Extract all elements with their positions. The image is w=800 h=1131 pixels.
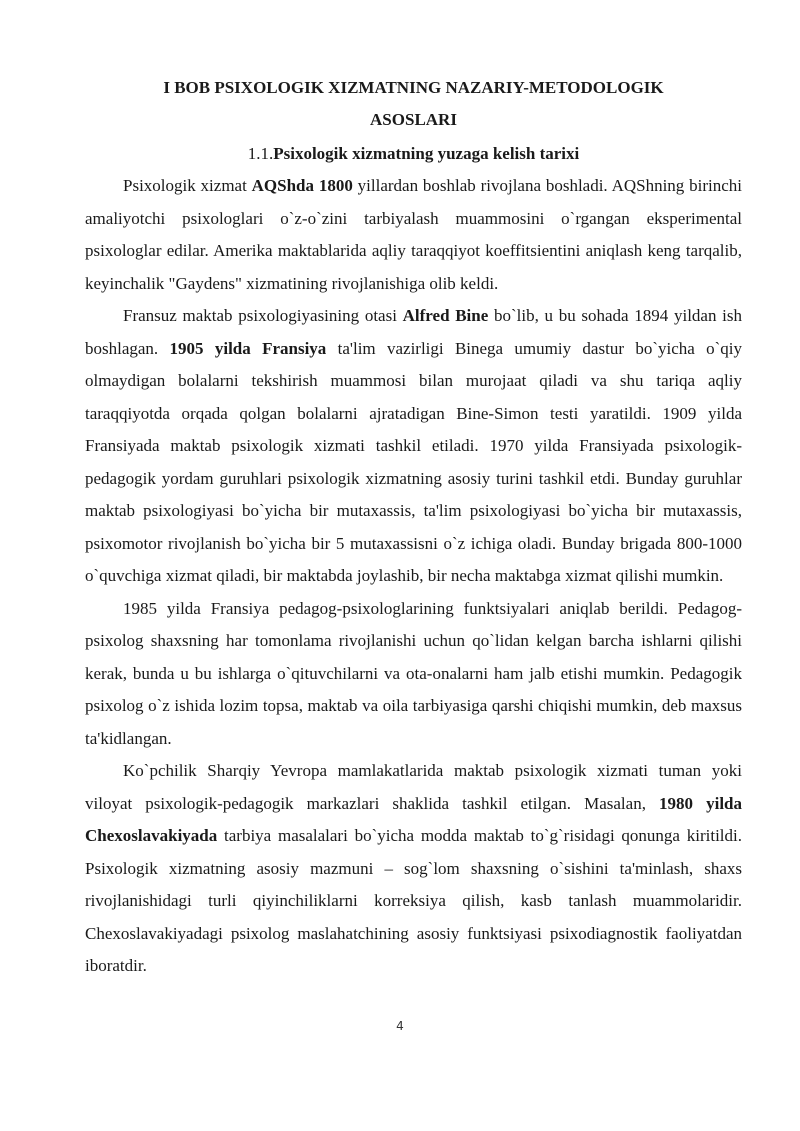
section-title: Psixologik xizmatning yuzaga kelish tarixi	[273, 144, 580, 163]
paragraph-2-bold-name: Alfred Bine	[402, 306, 489, 325]
paragraph-2-text-a: Fransuz maktab psixologiyasining otasi	[123, 306, 403, 325]
paragraph-4-text-b: tarbiya masalalari bo`yicha modda maktab to`g`risidagi qonunga kiritildi. Psixologik xizmatning asosiy mazmuni – sog`lom shaxsning o`sishini ta'minlash, shaxs rivojlanishidagi turli qiyinchiliklarni korreksiya qilish, kasb tanlash muammolaridir. Chexoslavakiyadagi psixolog maslahatchining asosiy funktsiyasi psixodiagnostik faoliyatdan iboratdir.	[85, 826, 742, 975]
paragraph-2	[85, 300, 742, 593]
paragraph-1-text-a: Psixologik xizmat	[123, 176, 252, 195]
paragraph-2-bold-date: 1905 yilda Fransiya	[169, 338, 327, 358]
chapter-title	[85, 72, 742, 136]
paragraph-2-text-b: bo`lib, u bu sohada 1894 yildan ish boshlagan.	[85, 306, 742, 358]
paragraph-4-bold: 1980 yilda Chexoslavakiyada	[85, 793, 743, 845]
chapter-title-line-1: I BOB PSIXOLOGIK XIZMATNING NAZARIY-METODOLOGIK	[163, 78, 664, 97]
section-number: 1.1.	[247, 144, 274, 163]
section-heading	[85, 138, 742, 170]
paragraph-2-text-c: ta'lim vazirligi Binega umumiy dastur bo`yicha o`qiy olmaydigan bolalarni tekshirish muammosi bilan murojaat qiladi va shu tariqa aqliy taraqqiyotda orqada qolgan bolalarni ajratadigan Bine-Simon testi yaratildi. 1909 yilda Fransiyada maktab psixologik xizmati tashkil etiladi. 1970 yilda Fransiyada psixologik-pedagogik yordam guruhlari psixologik xizmatning asosiy turini tashkil etdi. Bunday guruhlar maktab psixologiyasi bo`yicha bir mutaxassis, ta'lim psixologiyasi bo`yicha bir mutaxassis, psixomotor rivojlanish bo`yicha bir 5 mutaxassisni o`z ichiga oladi. Bunday brigada 800-1000 o`quvchiga xizmat qiladi, bir maktabda joylashib, bir necha maktabga xizmat qilishi mumkin.	[85, 338, 743, 585]
paragraph-3-text: 1985 yilda Fransiya pedagog-psixologlarining funktsiyalari aniqlab berildi. Pedagog-psixolog shaxsning har tomonlama rivojlanishi uchun qo`lidan kelgan barcha ishlarni qilishi kerak, bunda u bu ishlarga o`qituvchilarni va ota-onalarni ham jalb etishi mumkin. Pedagogik psixolog o`z ishida lozim topsa, maktab va oila tarbiyasiga qarshi chiqishi mumkin, deb maxsus ta'kidlangan.	[85, 598, 742, 748]
chapter-title-line-2: ASOSLARI	[370, 110, 457, 129]
paragraph-1-bold: AQShda 1800	[251, 176, 353, 195]
document-page	[85, 72, 742, 983]
paragraph-3	[85, 593, 742, 756]
paragraph-1-text-b: yillardan boshlab rivojlana boshladi. AQShning birinchi amaliyotchi psixologlari o`z-o`zini tarbiyalash muammosini o`rgangan eksperimental psixologlar edilar. Amerika maktablarida aqliy taraqqiyot koeffitsientini aniqlash keng tarqalib, keyinchalik "Gaydens" xizmatining rivojlanishiga olib keldi.	[85, 176, 742, 293]
paragraph-4-text-a: Ko`pchilik Sharqiy Yevropa mamlakatlarida maktab psixologik xizmati tuman yoki viloyat psixologik-pedagogik markazlari shaklida tashkil etilgan. Masalan,	[85, 761, 742, 813]
page-number: 4	[396, 1019, 404, 1033]
paragraph-4	[85, 755, 742, 983]
paragraph-1	[85, 170, 742, 300]
